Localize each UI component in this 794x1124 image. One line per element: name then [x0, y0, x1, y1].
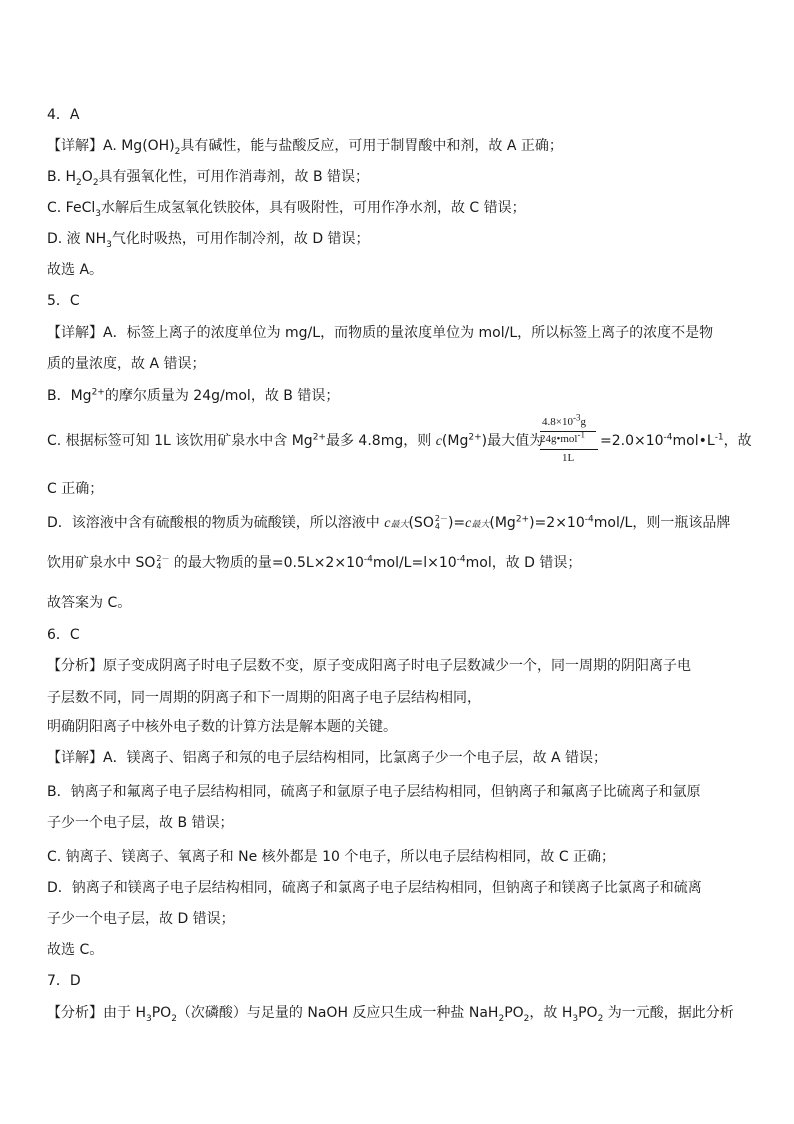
q6-option-c: C. 钠离子、镁离子、氧离子和 Ne 核外都是 10 个电子，所以电子层结构相同，故 C 正确；: [47, 849, 616, 865]
q5-option-b: B．$Mg^{2+}$的摩尔质量为 24g/mol，故 B 错误；: [47, 387, 340, 404]
q5-option-d-cont: 饮用矿泉水中 SO 2－ 4 的最大物质的量$=0.5L\times 2\times 10^{-4}mol/L=l\times 10^{-4}mol$，故 D 错误；: [47, 554, 582, 571]
fraction-inner-bar: [540, 431, 596, 432]
q7-analysis: 【分析】由于 $H_3PO_2$（次磷酸）与足量的 NaOH 反应只生成一种盐 $NaH_2PO_2$，故 $H_3PO_2$ 为一元酸，据此分析: [47, 1005, 734, 1024]
q4-answer: 4．A: [47, 107, 80, 123]
q6-option-d-1: D．钠离子和镁离子电子层结构相同，硫离子和氯离子电子层结构相同，但钠离子和镁离子比氯离子和硫离: [47, 880, 702, 896]
q6-option-d-2: 子少一个电子层，故 D 错误；: [47, 911, 235, 927]
detail-tag: 【详解】: [47, 138, 103, 154]
q6-answer: 6．C: [47, 627, 80, 643]
q5-option-c-cont: C 正确；: [47, 481, 104, 497]
q5-conclusion: 故答案为 C。: [47, 595, 132, 611]
q4-option-b: B. $H_2O_2$具有强氧化性，可用作消毒剂，故 B 错误；: [47, 169, 370, 188]
q6-option-b-1: B．钠离子和氟离子电子层结构相同，硫离子和氩原子电子层结构相同，但钠离子和氟离子比硫离子和氩原: [47, 784, 701, 800]
q6-option-b-2: 子少一个电子层，故 B 错误；: [47, 815, 234, 831]
fraction-main-bar: [540, 449, 598, 450]
sulfate-charge: 2－ 4: [434, 514, 448, 531]
q5-detail-a-cont: 质的量浓度，故 A 错误；: [47, 356, 206, 372]
q5-option-d: D．该溶液中含有硫酸根的物质为硫酸镁，所以溶液中 c最大(SO 2－ 4 )=c最大$(Mg^{2+})=2\times 10^{-4}mol/L$，则一瓶该品牌: [47, 514, 731, 531]
q6-conclusion: 故选 C。: [47, 942, 104, 958]
q4-option-d: D. 液 $NH_3$气化时吸热，可用作制冷剂，故 D 错误；: [47, 231, 370, 250]
q5-option-c: C. 根据标签可知 1L 该饮用矿泉水中含 $Mg^{2+}$最多 4.8mg，则 $c(Mg^{2+})$最大值为: [47, 432, 544, 449]
q6-analysis-2: 子层数不同，同一周期的阴离子和下一周期的阳离子电子层结构相同，: [47, 690, 481, 706]
q5-detail-a: 【详解】A．标签上离子的浓度单位为 mg/L，而物质的量浓度单位为 mol/L，所以标签上离子的浓度不是物: [47, 325, 714, 341]
sulfate-charge: 2－ 4: [156, 554, 170, 571]
q5-option-c-result: $=2.0\times 10^{-4}mol•L^{-1}$，故: [600, 432, 752, 449]
q4-detail-a: 【详解】A. $Mg(OH)_2$具有碱性，能与盐酸反应，可用于制胃酸中和剂，故 A 正确；: [47, 138, 563, 157]
q5-answer: 5．C: [47, 293, 80, 309]
fraction-numerator: $4.8\times 10^{-3}g$: [542, 412, 586, 428]
q4-option-c: C. FeCl$_3$水解后生成氢氧化铁胶体，具有吸附性，可用作净水剂，故 C 错误；: [47, 200, 526, 219]
q6-analysis-3: 明确阴阳离子中核外电子数的计算方法是解本题的关键。: [47, 719, 397, 735]
fraction-inner-denominator: 24g•mol$^{-1}$: [540, 429, 585, 445]
fraction-denominator: 1L: [562, 452, 575, 464]
q6-detail-a: 【详解】A．镁离子、铝离子和氖的电子层结构相同，比氯离子少一个电子层，故 A 错误；: [47, 750, 608, 766]
q4-conclusion: 故选 A。: [47, 262, 104, 278]
q7-answer: 7．D: [47, 973, 81, 989]
q6-analysis-1: 【分析】原子变成阴离子时电子层数不变，原子变成阳离子时电子层数减少一个，同一周期的阴阳离子电: [47, 658, 691, 674]
concentration-fraction: [540, 412, 600, 470]
